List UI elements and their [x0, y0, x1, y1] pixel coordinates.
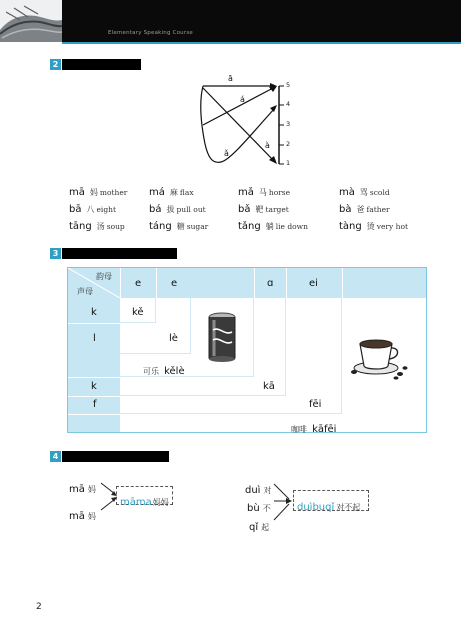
divider [120, 268, 121, 298]
section-title-bar-2 [62, 59, 141, 70]
divider [68, 323, 120, 324]
combo-right-result: duìbuqǐ 对不起 [293, 490, 369, 511]
combo-left-item-2: mā 妈 [69, 511, 96, 522]
combo-right-item-1: duì 对 [245, 485, 272, 496]
divider [68, 396, 120, 397]
divider [254, 268, 255, 298]
syllable-ba3: bǎ 靶 target [238, 204, 289, 215]
tone-mark-3: ǎ [224, 149, 229, 158]
syllable-ma4: mà 骂 scold [339, 187, 390, 198]
entry-ka: kā [263, 381, 275, 392]
entry-kafei: 咖啡 kāfēi [291, 424, 337, 435]
syllable-ba4: bà 爸 father [339, 204, 390, 215]
combo-right-item-2: bù 不 [247, 503, 271, 514]
divider [68, 414, 120, 415]
section-title-bar-3 [62, 248, 177, 259]
combo-right-item-3: qǐ 起 [249, 522, 270, 533]
page-header [0, 0, 461, 42]
tone-mark-2: á [240, 95, 245, 104]
initial-l: l [93, 333, 96, 344]
syllable-ma2: má 麻 flax [149, 187, 194, 198]
divider [286, 268, 287, 298]
table-header-row [68, 268, 426, 298]
divider [68, 377, 120, 378]
initial-k-1: k [91, 307, 97, 318]
final-e-1: e [135, 278, 142, 289]
coffee-cup-illustration [348, 334, 408, 384]
syllable-ba1: bā 八 eight [69, 204, 116, 215]
tone-diagram [195, 72, 300, 172]
initial-f: f [93, 399, 97, 410]
divider [342, 268, 343, 298]
table-corner-cell [68, 268, 120, 298]
scale-5: 5 [286, 81, 291, 89]
syllable-tang1: tāng 汤 soup [69, 221, 125, 232]
final-a: ɑ [267, 278, 274, 289]
syllable-tang3: tǎng 躺 lie down [238, 221, 308, 232]
syllable-tang4: tàng 烫 very hot [339, 221, 408, 232]
tone-mark-1: ā [228, 74, 233, 83]
page-number: 2 [36, 602, 42, 612]
combo-left-result: māma妈妈 [116, 486, 173, 505]
entry-kele: 可乐 kělè [143, 366, 185, 377]
table-header-finals: 韵母 [96, 272, 112, 281]
syllable-ba2: bá 拔 pull out [149, 204, 206, 215]
combo-right-arrows [273, 480, 295, 528]
divider [156, 268, 157, 298]
scale-2: 2 [286, 140, 291, 148]
section-number-3: 3 [50, 248, 61, 259]
final-ei: ei [309, 278, 318, 289]
combo-left-item-1: mā 妈 [69, 484, 96, 495]
table-initials-column [68, 298, 120, 432]
tone-mark-4: à [265, 141, 270, 150]
header-illustration [0, 0, 62, 42]
syllable-tang2: táng 糖 sugar [149, 221, 209, 232]
syllable-ma3: mǎ 马 horse [238, 187, 291, 198]
entry-le: lè [169, 333, 178, 344]
header-accent-line [62, 42, 461, 44]
initial-k-2: k [91, 381, 97, 392]
final-e-2: e [171, 278, 178, 289]
section-number-2: 2 [50, 59, 61, 70]
section-number-4: 4 [50, 451, 61, 462]
cola-can-illustration [205, 312, 239, 368]
scale-3: 3 [286, 120, 291, 128]
syllable-ma1: mā 妈 mother [69, 187, 128, 198]
header-subtitle: Elementary Speaking Course [108, 30, 193, 36]
section-title-bar-4 [62, 451, 169, 462]
entry-ke: kě [132, 307, 144, 318]
entry-fei: fēi [309, 399, 322, 410]
table-header-initials: 声母 [77, 287, 93, 296]
scale-1: 1 [286, 159, 291, 167]
scale-4: 4 [286, 100, 291, 108]
